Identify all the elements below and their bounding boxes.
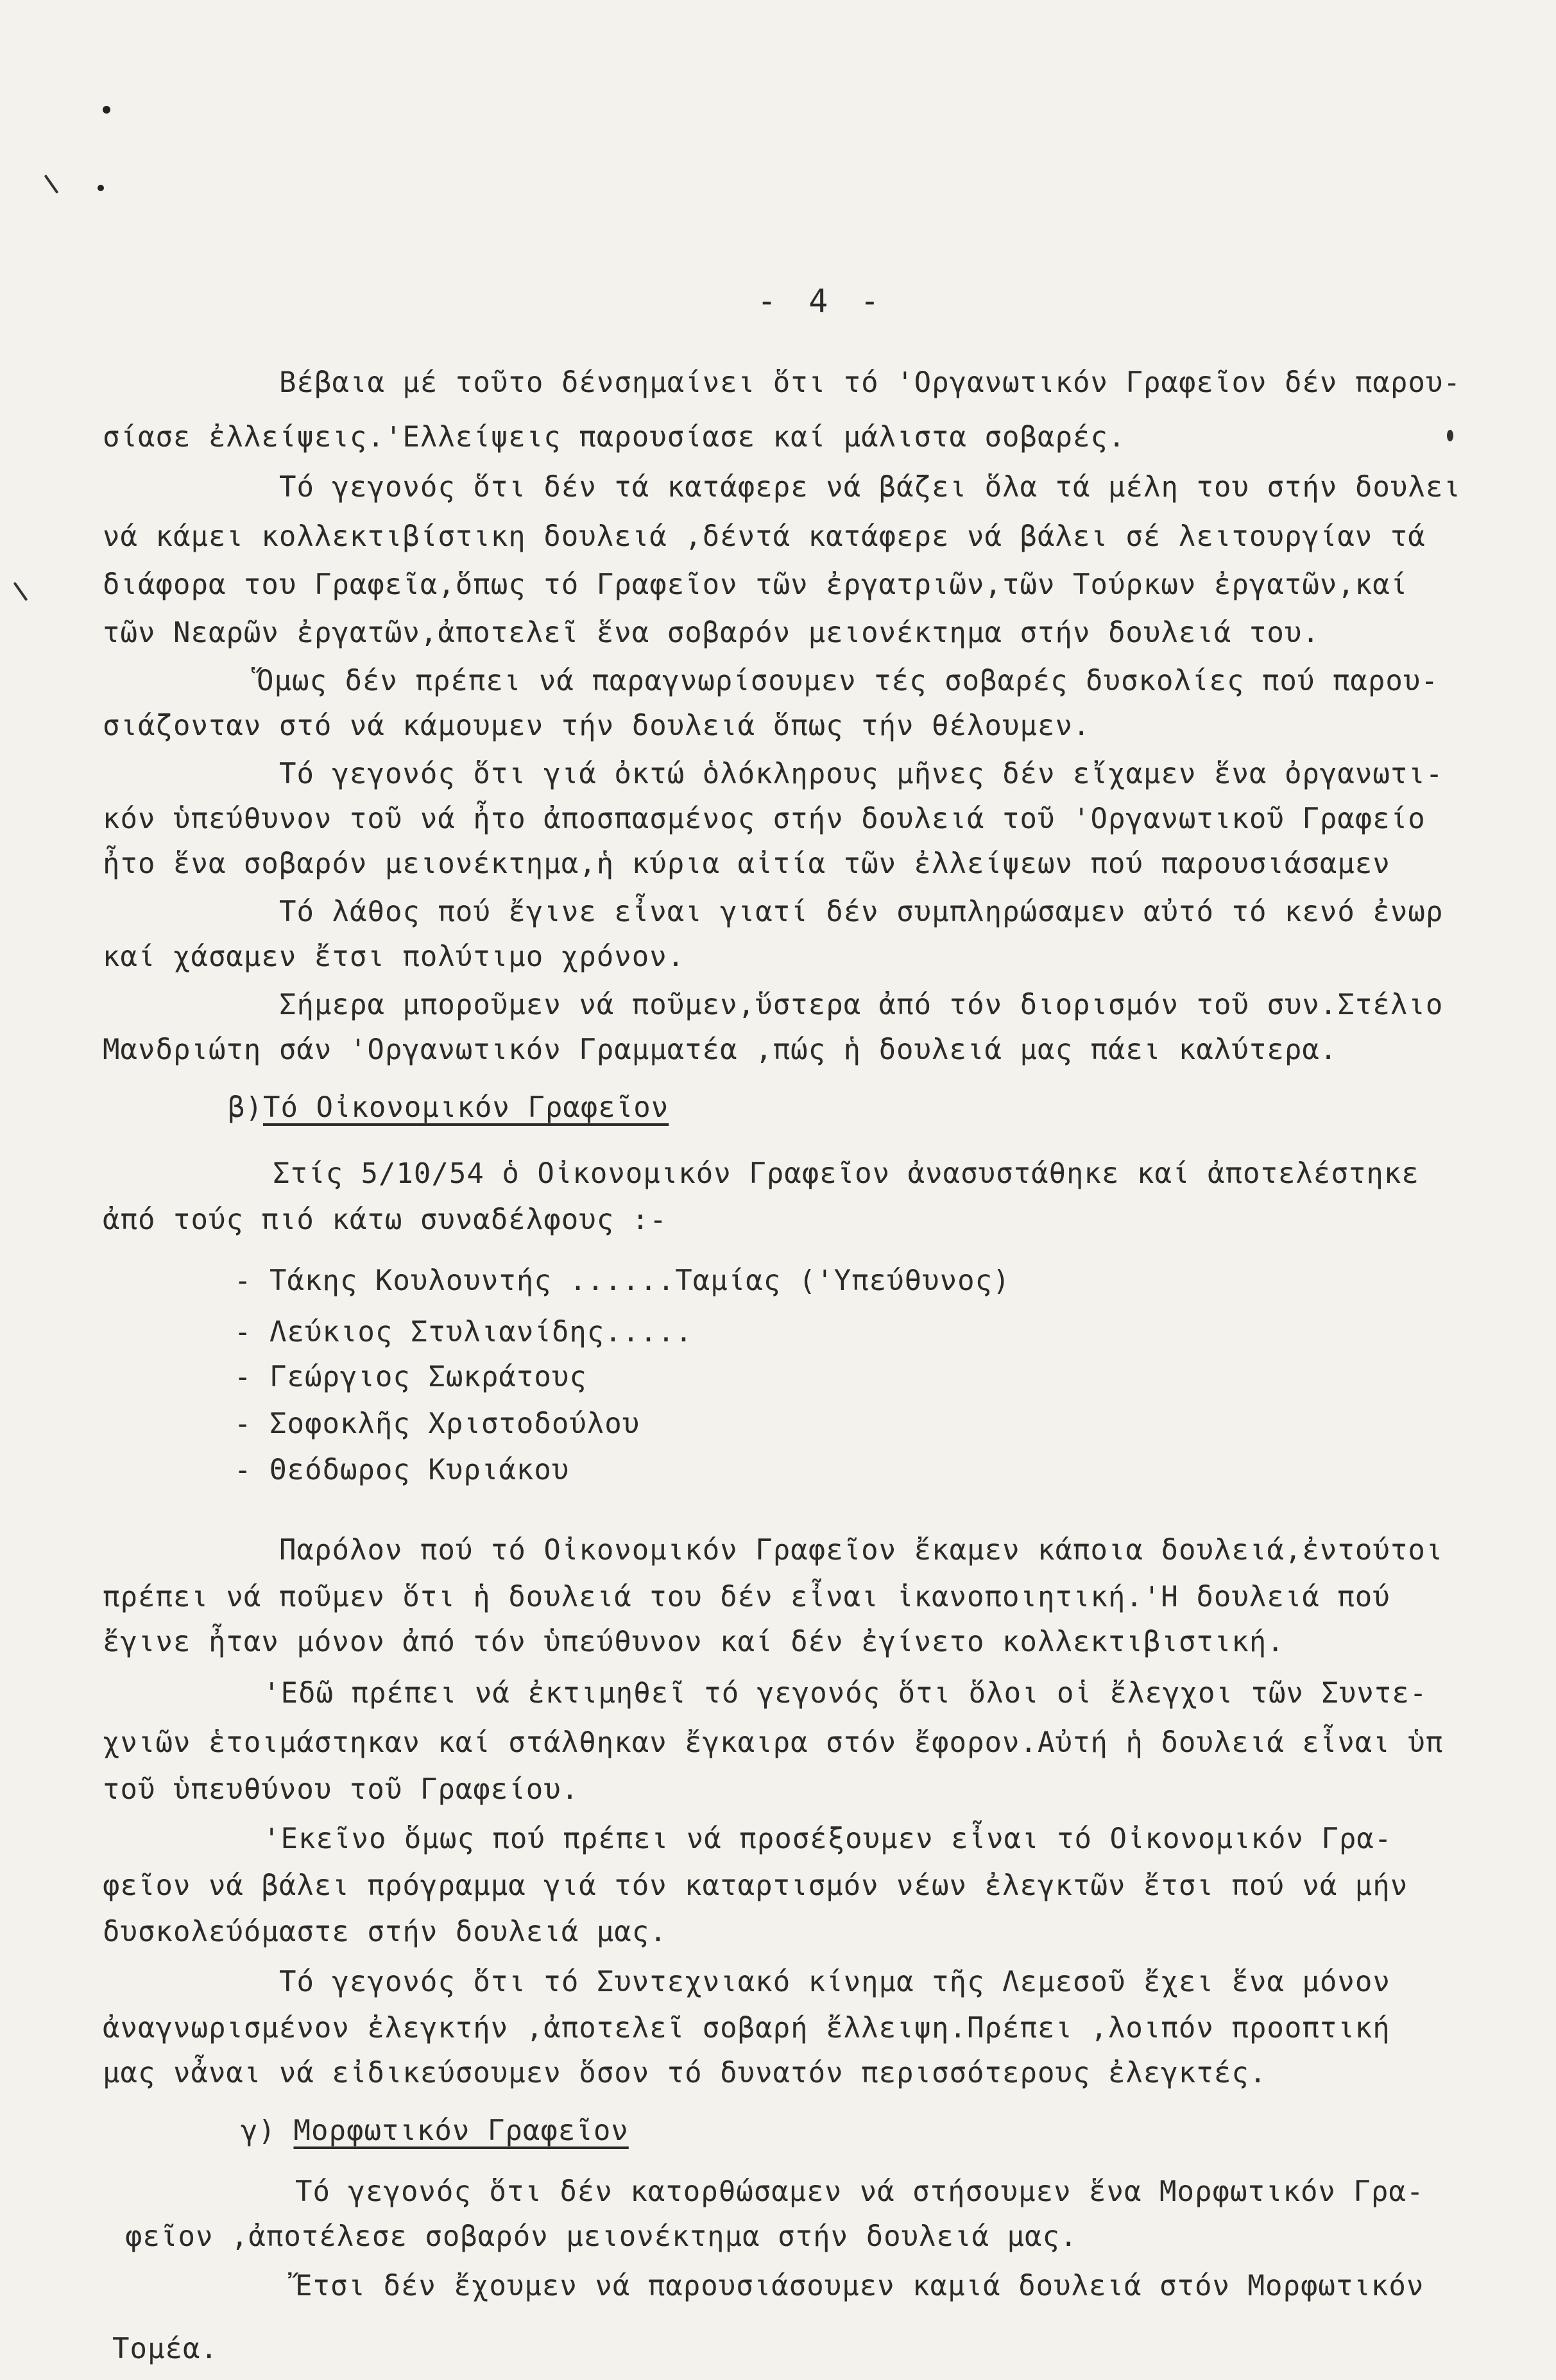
margin-mark — [1447, 430, 1453, 441]
section-heading-c — [241, 2114, 629, 2147]
text-line: τοῦ ὑπευθύνου τοῦ Γραφείου. — [103, 1773, 579, 1806]
margin-mark — [13, 582, 28, 601]
text-line: φεῖον νά βάλει πρόγραμμα γιά τόν καταρτισμόν νέων ἐλεγκτῶν ἔτσι πού νά μήν — [103, 1869, 1408, 1902]
text-line: σίασε ἐλλείψεις.'Ελλείψεις παρουσίασε καί μάλιστα σοβαρές. — [103, 421, 1126, 454]
text-line: Βέβαια μέ τοῦτο δένσημαίνει ὅτι τό 'Οργανωτικόν Γραφεῖον δέν παρου- — [279, 366, 1461, 399]
section-marker: β) — [228, 1091, 263, 1124]
section-heading-b — [228, 1091, 669, 1124]
text-line: καί χάσαμεν ἔτσι πολύτιμο χρόνον. — [103, 940, 685, 973]
text-line: δυσκολεύόμαστε στήν δουλειά μας. — [103, 1916, 667, 1948]
text-line: μας νἆναι νά εἰδικεύσουμεν ὅσον τό δυνατόν περισσότερους ἐλεγκτές. — [103, 2057, 1267, 2089]
text-line: Τό λάθος πού ἔγινε εἶναι γιατί δέν συμπληρώσαμεν αὐτό τό κενό ἐνωρ — [279, 896, 1444, 928]
member-list-item: - Θεόδωρος Κυριάκου — [234, 1454, 570, 1486]
text-line: ἀπό τούς πιό κάτω συναδέλφους :- — [103, 1203, 667, 1236]
text-line: κόν ὑπεύθυνον τοῦ νά ἦτο ἀποσπασμένος στήν δουλειά τοῦ 'Οργανωτικοῦ Γραφείο — [103, 803, 1426, 835]
text-line: Τό γεγονός ὅτι δέν τά κατάφερε νά βάζει ὅλα τά μέλη του στήν δουλει — [279, 471, 1461, 504]
text-line: Μανδριώτη σάν 'Οργανωτικόν Γραμματέα ,πώς ἡ δουλειά μας πάει καλύτερα. — [103, 1033, 1338, 1066]
text-line: σιάζονταν στό νά κάμουμεν τήν δουλειά ὅπως τήν θέλουμεν. — [103, 710, 1091, 742]
text-line: Ἔτσι δέν ἔχουμεν νά παρουσιάσουμεν καμιά δουλειά στόν Μορφωτικόν — [295, 2270, 1424, 2302]
text-line: Στίς 5/10/54 ὁ Οἰκονομικόν Γραφεῖον ἀνασυστάθηκε καί ἀποτελέστηκε — [273, 1157, 1419, 1190]
text-line: ἦτο ἕνα σοβαρόν μειονέκτημα,ἡ κύρια αἰτία τῶν ἐλλείψεων πού παρουσιάσαμεν — [103, 847, 1390, 880]
text-line: φεῖον ,ἀποτέλεσε σοβαρόν μειονέκτημα στήν δουλειά μας. — [125, 2220, 1078, 2253]
page-number: - 4 - — [757, 282, 886, 319]
text-line: Παρόλον πού τό Οἰκονομικόν Γραφεῖον ἔκαμεν κάποια δουλειά,ἐντούτοι — [279, 1534, 1444, 1567]
section-title: Τό Οἰκονομικόν Γραφεῖον — [262, 1091, 669, 1124]
member-list-item: - Λεύκιος Στυλιανίδης..... — [234, 1316, 693, 1348]
margin-mark — [44, 174, 59, 194]
member-list-item: - Σοφοκλῆς Χριστοδούλου — [234, 1407, 640, 1440]
text-line: διάφορα του Γραφεῖα,ὅπως τό Γραφεῖον τῶν ἐργατριῶν,τῶν Τούρκων ἐργατῶν,καί — [103, 568, 1408, 601]
member-list-item: - Γεώργιος Σωκράτους — [234, 1361, 587, 1393]
text-line: 'Εδῶ πρέπει νά ἐκτιμηθεῖ τό γεγονός ὅτι ὅλοι οἱ ἔλεγχοι τῶν Συντε- — [263, 1677, 1428, 1710]
text-line: τῶν Νεαρῶν ἐργατῶν,ἀποτελεῖ ἕνα σοβαρόν μειονέκτημα στήν δουλειά του. — [103, 616, 1320, 649]
text-line: Τό γεγονός ὅτι τό Συντεχνιακό κίνημα τῆς Λεμεσοῦ ἔχει ἕνα μόνον — [279, 1966, 1390, 1998]
text-line: 'Εκεῖνο ὅμως πού πρέπει νά προσέξουμεν εἶναι τό Οἰκονομικόν Γρα- — [263, 1823, 1392, 1855]
section-title: Μορφωτικόν Γραφεῖον — [293, 2114, 629, 2147]
text-line: χνιῶν ἑτοιμάστηκαν καί στάλθηκαν ἔγκαιρα στόν ἔφορον.Αὐτή ἡ δουλειά εἶναι ὑπ — [103, 1726, 1444, 1759]
text-line: Τό γεγονός ὅτι γιά ὀκτώ ὁλόκληρους μῆνες δέν εἴχαμεν ἕνα ὀργανωτι- — [279, 758, 1444, 790]
text-line: Σήμερα μποροῦμεν νά ποῦμεν,ὕστερα ἀπό τόν διορισμόν τοῦ συν.Στέλιο — [279, 989, 1444, 1021]
text-line: Τομέα. — [112, 2333, 218, 2365]
text-line: Ὅμως δέν πρέπει νά παραγνωρίσουμεν τές σοβαρές δυσκολίες πού παρου- — [257, 665, 1439, 697]
member-list-item: - Τάκης Κουλουντής ......Ταμίας ('Υπεύθυνος) — [234, 1264, 1011, 1297]
text-line: ἀναγνωρισμένον ἐλεγκτήν ,ἀποτελεῖ σοβαρή ἔλλειψη.Πρέπει ,λοιπόν προοπτική — [103, 2012, 1390, 2044]
text-line: ἔγινε ἦταν μόνον ἀπό τόν ὑπεύθυνον καί δέν ἐγίνετο κολλεκτιβιστική. — [103, 1626, 1285, 1658]
text-line: Τό γεγονός ὅτι δέν κατορθώσαμεν νά στήσουμεν ἕνα Μορφωτικόν Γρα- — [295, 2175, 1424, 2208]
text-line: νά κάμει κολλεκτιβίστικη δουλειά ,δέντά κατάφερε νά βάλει σέ λειτουργίαν τά — [103, 520, 1426, 553]
text-line: πρέπει νά ποῦμεν ὅτι ἡ δουλειά του δέν εἶναι ἱκανοποιητική.'Η δουλειά πού — [103, 1581, 1390, 1613]
scan-speck — [98, 185, 104, 191]
scan-speck — [103, 106, 110, 114]
section-marker: γ) — [241, 2114, 276, 2147]
